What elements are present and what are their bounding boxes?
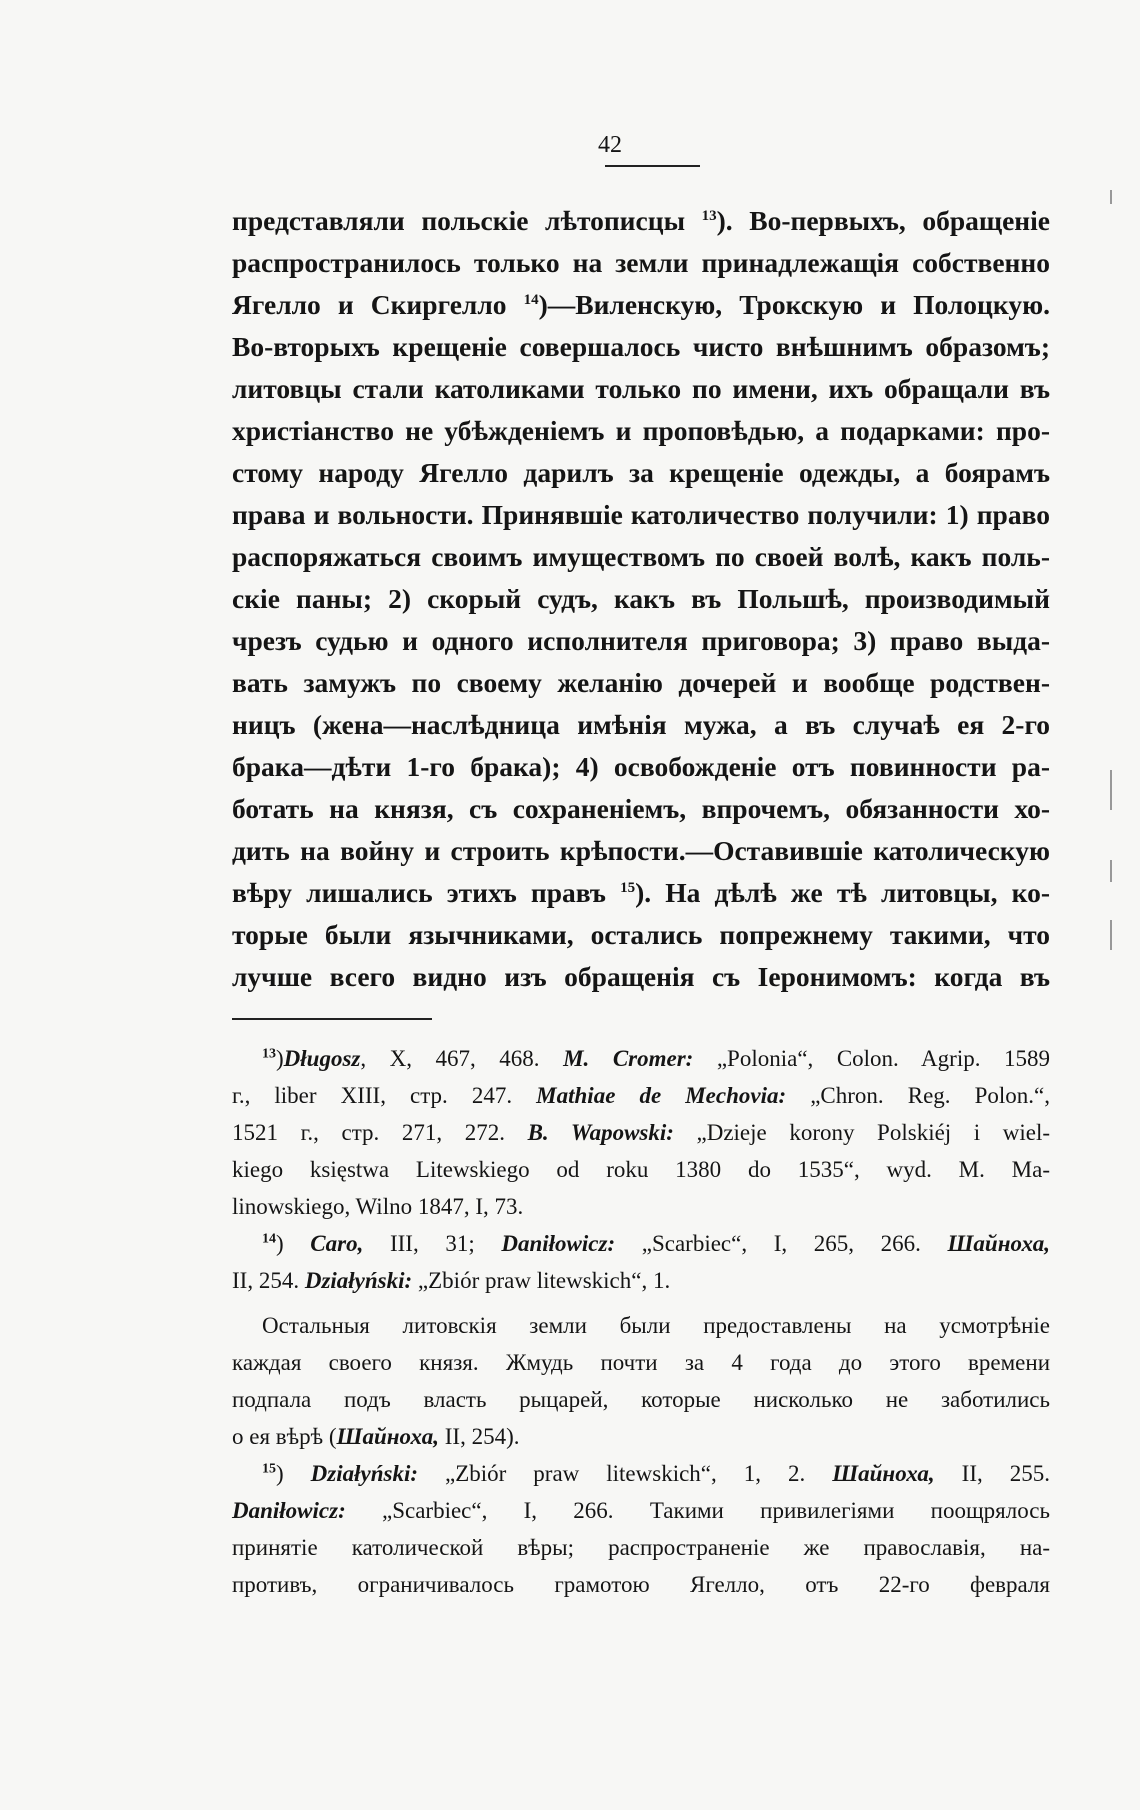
- cited-author: Caro,: [310, 1231, 364, 1256]
- cited-author: Działyński:: [304, 1268, 413, 1293]
- footnote-line: $^{13}$)Długosz, X, 467, 468. M. Cromer: „Polonia“, Colon. Agrip. 1589: [262, 1046, 1050, 1071]
- text-line: христіанство не убѣжденіемъ и проповѣдью, а подарками: про-: [232, 415, 1050, 446]
- footnote-marker: 14: [262, 1231, 276, 1247]
- footnote-line: подпала подъ власть рыцарей, которые нисколько не заботились: [232, 1387, 1050, 1412]
- footnote-13: [232, 1040, 1050, 1225]
- footnote-line: о ея вѣрѣ (Шайноха, II, 254).: [232, 1424, 520, 1449]
- scan-speck: [1110, 860, 1112, 882]
- text-line: скіе паны; 2) скорый судъ, какъ въ Польшѣ, производимый: [232, 583, 1050, 614]
- text-line: представляли польскіе лѣтописцы $^{13}$). Во-первыхъ, обращеніе: [232, 205, 1050, 236]
- footnote-line: Daniłowicz: „Scarbiec“, I, 266. Такими привилегіями поощрялось: [232, 1498, 1050, 1523]
- cited-author: Działyński:: [310, 1461, 418, 1486]
- footnote-line: г., liber XIII, стр. 247. Mathiae de Mechovia: „Chron. Reg. Polon.“,: [232, 1083, 1050, 1108]
- text-line: торые были язычниками, остались попрежнему такими, что: [232, 919, 1050, 950]
- footnote-line: каждая своего князя. Жмудь почти за 4 года до этого времени: [232, 1350, 1050, 1375]
- footnote-line: противъ, ограничивалось грамотою Ягелло, отъ 22-го февраля: [232, 1572, 1050, 1597]
- footnote-line: $^{14}$) Caro, III, 31; Daniłowicz: „Scarbiec“, I, 265, 266. Шайноха,: [262, 1231, 1050, 1256]
- text-line: Во-вторыхъ крещеніе совершалось чисто внѣшнимъ образомъ;: [232, 331, 1050, 362]
- text-line: Ягелло и Скиргелло $^{14}$)—Виленскую, Трокскую и Полоцкую.: [232, 289, 1050, 320]
- cited-author: B. Wapowski:: [527, 1120, 674, 1145]
- scan-speck: [1110, 190, 1112, 204]
- footnote-14: [232, 1225, 1050, 1455]
- footnote-ref: 14: [523, 291, 539, 308]
- text-line: права и вольности. Принявшіе католичество получили: 1) право: [232, 499, 1050, 530]
- cited-author: Daniłowicz:: [232, 1498, 346, 1523]
- footnote-marker: 15: [262, 1461, 276, 1477]
- text-line: ботать на князя, съ сохраненіемъ, впрочемъ, обязанности хо-: [232, 793, 1050, 824]
- footnote-ref: 13: [701, 207, 717, 224]
- cited-author: Daniłowicz:: [501, 1231, 616, 1256]
- footnote-line: kiego księstwa Litewskiego od roku 1380 do 1535“, wyd. M. Ma-: [232, 1157, 1050, 1182]
- text-line: брака—дѣти 1-го брака); 4) освобожденіе отъ повинности ра-: [232, 751, 1050, 782]
- scan-speck: [1110, 920, 1112, 950]
- footnote-line: 1521 г., стр. 271, 272. B. Wapowski: „Dzieje korony Polskiéj i wiel-: [232, 1120, 1051, 1145]
- cited-author: M. Cromer:: [563, 1046, 694, 1071]
- page-number: 42: [598, 132, 622, 158]
- footnote-ref: 15: [620, 879, 636, 896]
- text-line: дить на войну и строить крѣпости.—Оставившіе католическую: [232, 835, 1050, 866]
- footnote-line: Остальныя литовскія земли были предоставлены на усмотрѣніе: [262, 1313, 1050, 1338]
- cited-author: Шайноха,: [336, 1424, 439, 1449]
- text-line: распоряжаться своимъ имуществомъ по своей волѣ, какъ поль-: [232, 541, 1050, 572]
- footnotes: [232, 1040, 1050, 1603]
- text-line: стому народу Ягелло дарилъ за крещеніе одежды, а боярамъ: [232, 457, 1050, 488]
- footnote-15: [232, 1455, 1050, 1603]
- footnote-marker: 13: [262, 1046, 276, 1062]
- footnote-line: linowskiego, Wilno 1847, I, 73.: [232, 1194, 524, 1219]
- footnote-line: $^{15}$) Działyński: „Zbiór praw litewskich“, 1, 2. Шайноха, II, 255.: [262, 1461, 1050, 1486]
- text-line: вѣру лишались этихъ правъ $^{15}$). На дѣлѣ же тѣ литовцы, ко-: [232, 877, 1050, 908]
- footnote-line: II, 254. Działyński: „Zbiór praw litewskich“, 1.: [232, 1268, 671, 1293]
- cited-author: Mathiae de Mechovia:: [536, 1083, 787, 1108]
- text-line: литовцы стали католиками только по имени, ихъ обращали въ: [232, 373, 1050, 404]
- header-rule: [605, 165, 700, 167]
- cited-author: Шайноха,: [832, 1461, 935, 1486]
- footnote-separator: [232, 1018, 432, 1020]
- cited-author: Długosz: [283, 1046, 361, 1071]
- text-line: вать замужъ по своему желанію дочерей и вообще родствен-: [232, 667, 1050, 698]
- text-line: ницъ (жена—наслѣдница имѣнія мужа, а въ случаѣ ея 2-го: [232, 709, 1050, 740]
- scan-speck: [1110, 770, 1112, 810]
- main-text: [232, 200, 1050, 998]
- cited-author: Шайноха,: [947, 1231, 1050, 1256]
- text-line: чрезъ судью и одного исполнителя приговора; 3) право выда-: [232, 625, 1050, 656]
- footnote-line: принятіе католической вѣры; распространеніе же православія, на-: [232, 1535, 1050, 1560]
- text-line: распространилось только на земли принадлежащія собственно: [232, 247, 1050, 278]
- text-line: лучше всего видно изъ обращенія съ Іеронимомъ: когда въ: [232, 961, 1050, 992]
